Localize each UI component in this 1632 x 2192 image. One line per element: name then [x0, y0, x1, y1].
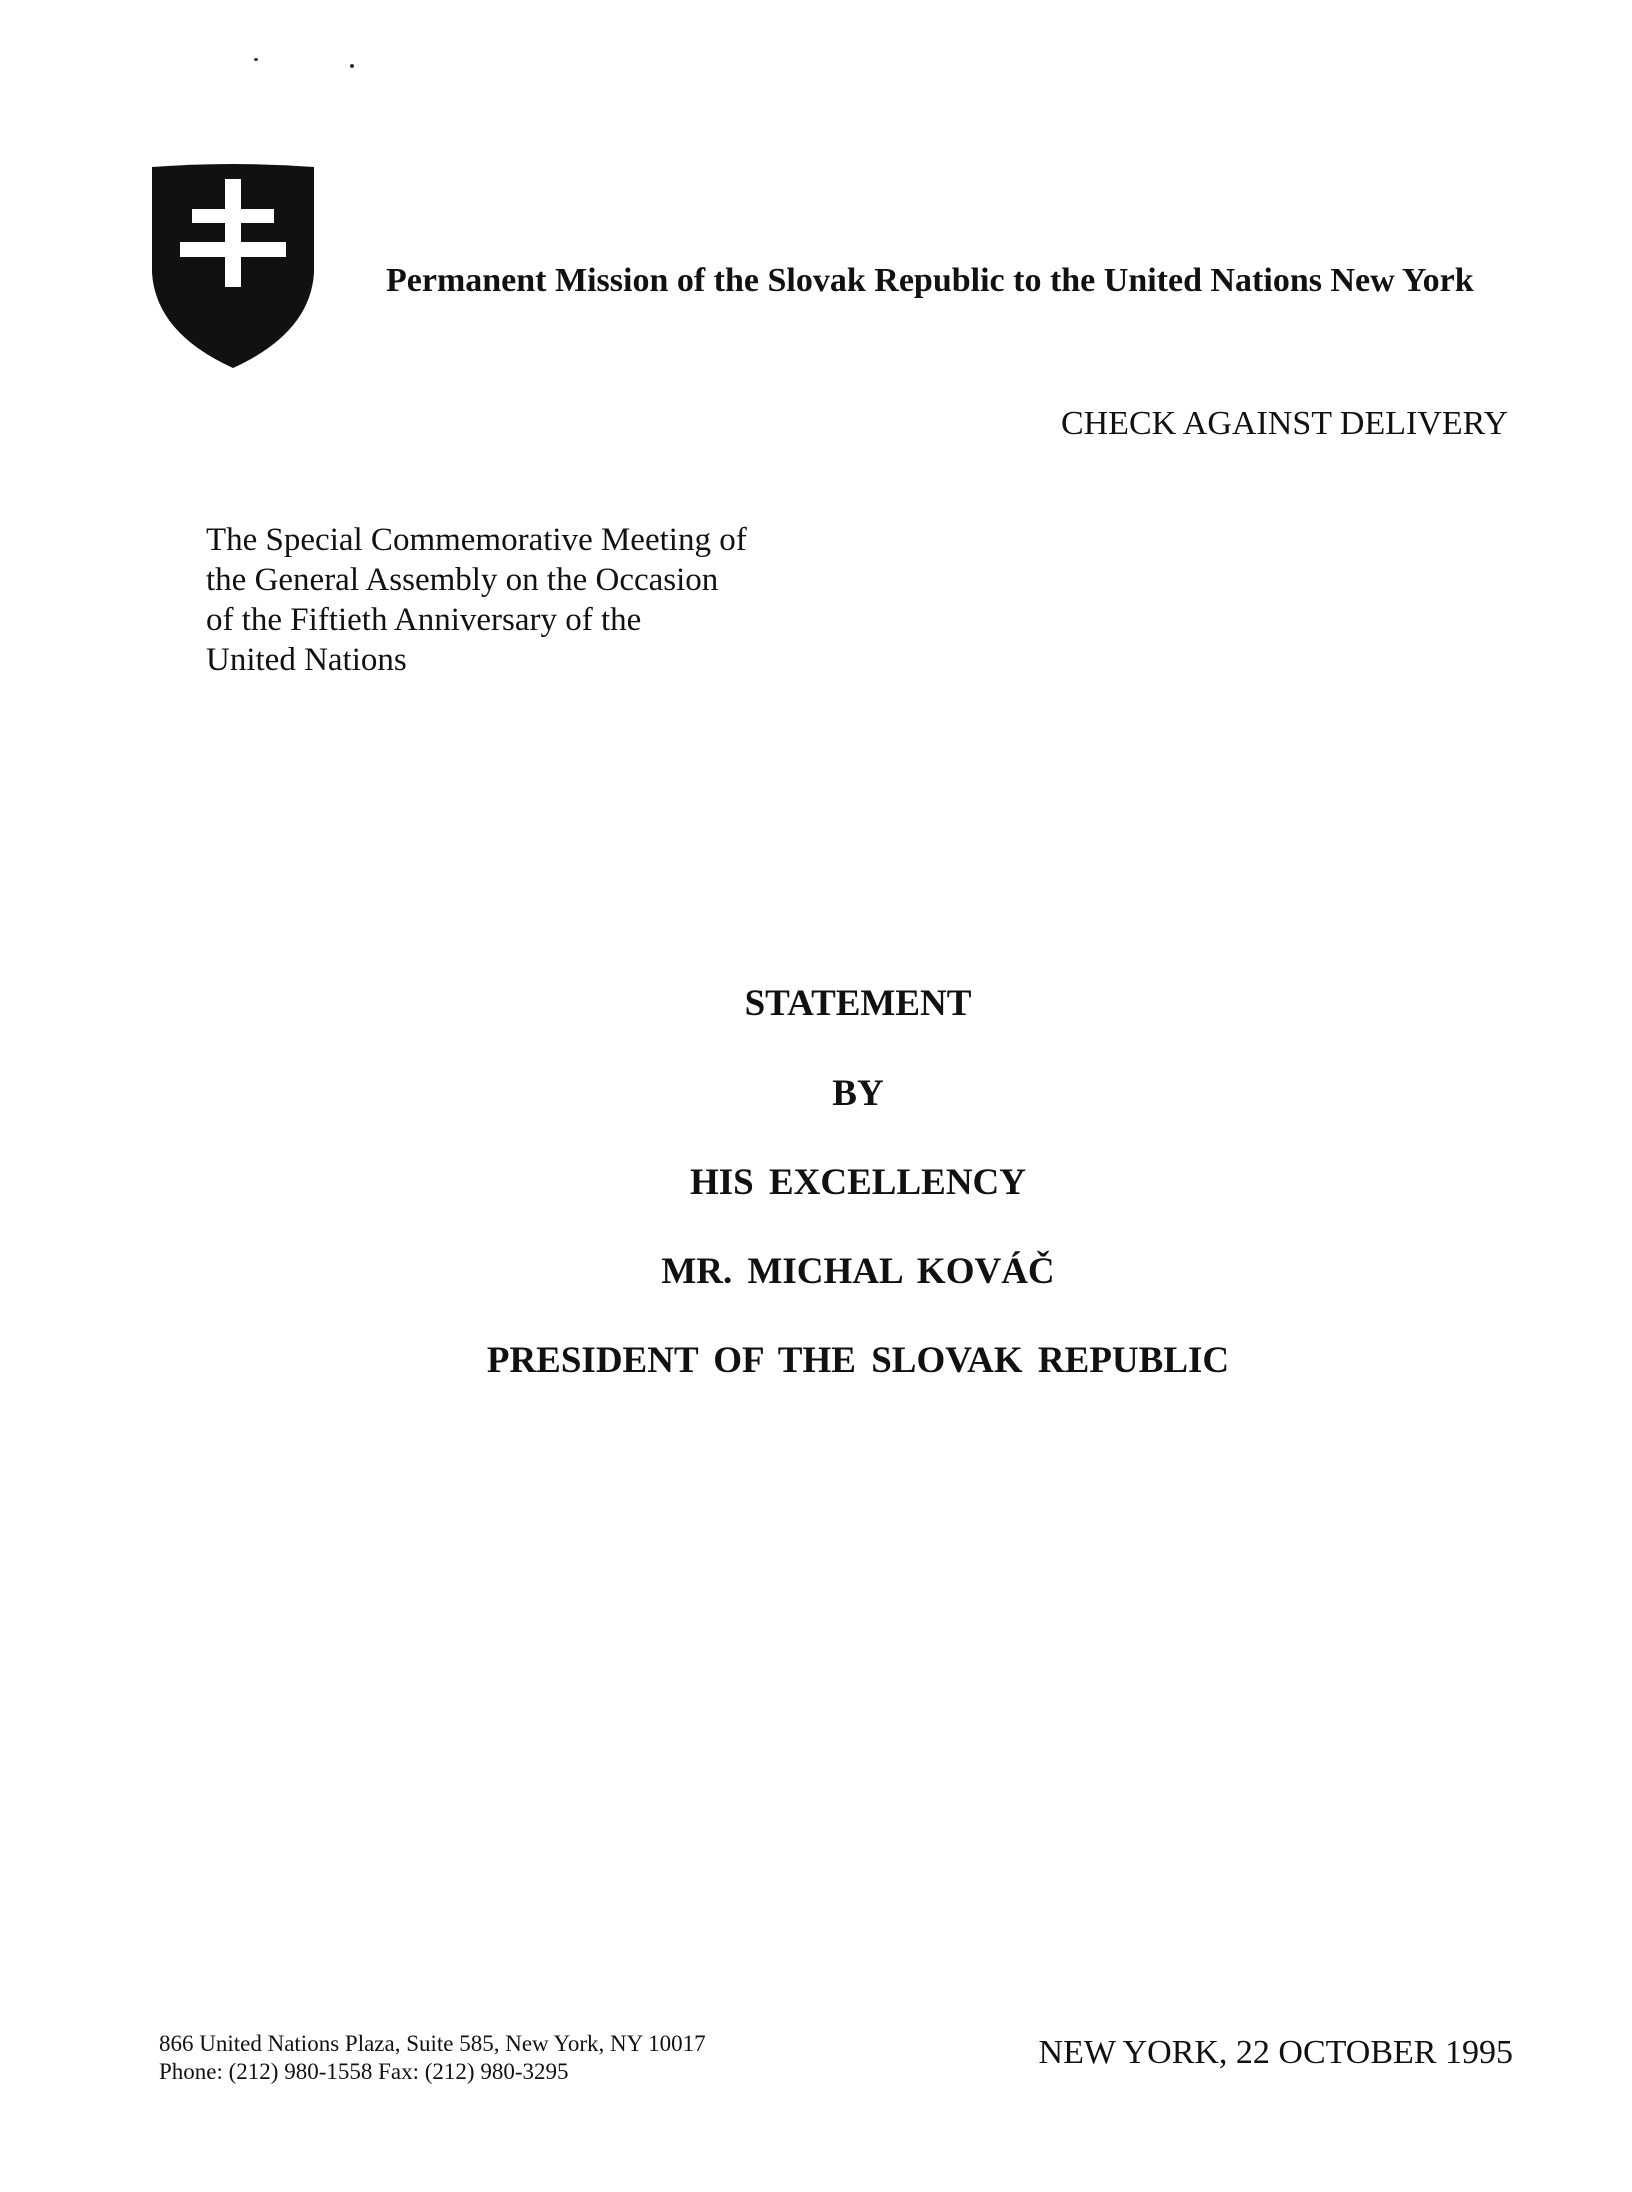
slovak-double-cross-shield-icon: [150, 163, 316, 370]
check-against-delivery-notice: CHECK AGAINST DELIVERY: [1060, 405, 1508, 442]
statement-heading: STATEMENT: [744, 983, 972, 1024]
phone-fax-line: Phone: (212) 980-1558 Fax: (212) 980-3295: [159, 2059, 569, 2084]
speaker-honorific: HIS EXCELLENCY: [689, 1162, 1026, 1203]
meeting-line: the General Assembly on the Occasion: [206, 562, 719, 598]
place-and-date: NEW YORK, 22 OCTOBER 1995: [1038, 2034, 1513, 2071]
meeting-description: [206, 520, 747, 680]
mission-title: Permanent Mission of the Slovak Republic to the United Nations New York: [386, 262, 1474, 299]
speaker-name: MR. MICHAL KOVÁČ: [661, 1251, 1055, 1292]
meeting-line: The Special Commemorative Meeting of: [206, 522, 747, 558]
meeting-line: United Nations: [206, 642, 407, 678]
speaker-title: PRESIDENT OF THE SLOVAK REPUBLIC: [486, 1340, 1230, 1381]
address-line: 866 United Nations Plaza, Suite 585, New York, NY 10017: [159, 2031, 706, 2056]
scan-speck: [254, 58, 258, 61]
statement-by: BY: [832, 1073, 884, 1114]
meeting-line: of the Fiftieth Anniversary of the: [206, 602, 642, 638]
mission-address: [159, 2030, 706, 2086]
scan-speck: [350, 64, 354, 68]
